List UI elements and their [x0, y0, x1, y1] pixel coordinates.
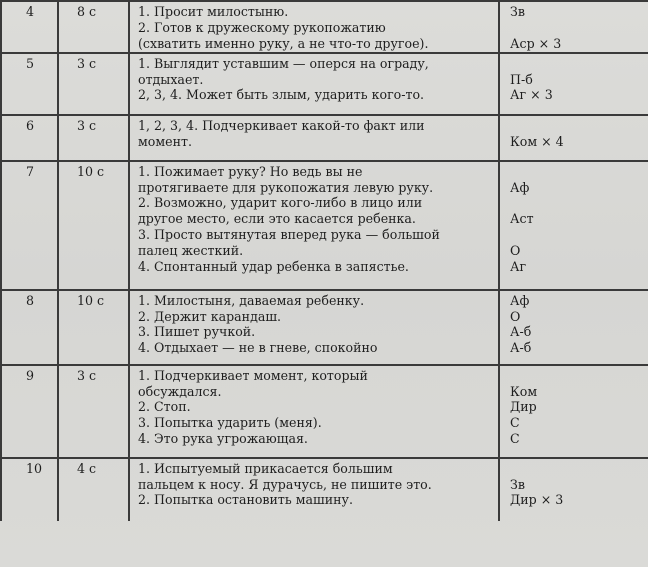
code-line: О	[510, 243, 521, 259]
code-line: Аг × 3	[510, 87, 553, 103]
row-description	[129, 53, 499, 115]
code-line: Зв	[510, 476, 525, 492]
row-description	[129, 290, 499, 365]
description-line: момент.	[138, 133, 192, 149]
description-line: 2. Держит карандаш.	[138, 308, 282, 324]
table-row	[1, 115, 648, 161]
code-line: С	[510, 415, 520, 431]
row-time: 4 с	[58, 458, 129, 521]
row-time: 10 с	[58, 290, 129, 365]
row-description	[129, 161, 499, 290]
code-line	[510, 195, 642, 211]
code-line	[510, 164, 642, 180]
description-line: 1. Милостыня, даваемая ребенку.	[138, 292, 365, 308]
code-line	[510, 20, 642, 36]
description-line: 1. Пожимает руку? Но ведь вы не	[138, 163, 363, 179]
row-description	[129, 115, 499, 161]
description-line: 1, 2, 3, 4. Подчеркивает какой-то факт или	[138, 117, 425, 133]
table-row	[1, 290, 648, 365]
description-line: 4. Это рука угрожающая.	[138, 431, 308, 447]
code-line: А-б	[510, 324, 532, 340]
row-number: 5	[1, 53, 58, 115]
table-row	[1, 458, 648, 521]
row-time: 3 с	[58, 115, 129, 161]
description-line: 1. Выглядит уставшим — оперся на ограду,	[138, 55, 429, 71]
code-line	[510, 118, 642, 134]
row-time: 3 с	[58, 365, 129, 458]
row-time: 8 с	[58, 1, 129, 53]
description-line: (схватить именно руку, а не что-то другое).	[138, 35, 429, 51]
description-line: 2. Возможно, ударит кого-либо в лицо или	[138, 195, 423, 211]
description-line: другое место, если это касается ребенка.	[138, 211, 416, 227]
code-line: С	[510, 431, 520, 447]
code-line: О	[510, 308, 521, 324]
table-row	[1, 1, 648, 53]
row-number: 9	[1, 365, 58, 458]
code-line	[510, 461, 642, 477]
code-line: Дир	[510, 399, 537, 415]
code-line: Ком	[510, 383, 538, 399]
row-codes	[499, 365, 648, 458]
row-number: 10	[1, 458, 58, 521]
row-number: 8	[1, 290, 58, 365]
description-line: 2. Готов к дружескому рукопожатию	[138, 19, 386, 35]
code-line: Аст	[510, 211, 534, 227]
description-line: 3. Попытка ударить (меня).	[138, 415, 322, 431]
code-line: Зв	[510, 4, 525, 19]
code-line: Аф	[510, 292, 530, 308]
code-line: А-б	[510, 340, 532, 356]
row-description	[129, 365, 499, 458]
code-line: Аср × 3	[510, 35, 562, 51]
description-line: пальцем к носу. Я дурачусь, не пишите это.	[138, 476, 432, 492]
code-line: П-б	[510, 71, 533, 87]
row-codes	[499, 1, 648, 53]
row-codes	[499, 53, 648, 115]
row-time: 10 с	[58, 161, 129, 290]
description-line: 4. Спонтанный удар ребенка в запястье.	[138, 259, 409, 275]
row-time: 3 с	[58, 53, 129, 115]
table-row	[1, 53, 648, 115]
row-number: 6	[1, 115, 58, 161]
description-line: 1. Просит милостыню.	[138, 4, 289, 19]
row-codes	[499, 115, 648, 161]
code-line: Ком × 4	[510, 133, 564, 149]
row-codes	[499, 458, 648, 521]
description-line: отдыхает.	[138, 71, 204, 87]
table-row	[1, 365, 648, 458]
row-codes	[499, 290, 648, 365]
description-line: 2. Попытка остановить машину.	[138, 492, 353, 508]
code-line	[510, 227, 642, 243]
description-line: 1. Подчеркивает момент, который	[138, 367, 368, 383]
code-line: Аг	[510, 259, 527, 275]
row-codes	[499, 161, 648, 290]
row-description	[129, 1, 499, 53]
description-line: 1. Испытуемый прикасается большим	[138, 460, 393, 476]
table-row	[1, 161, 648, 290]
description-line: 2, 3, 4. Может быть злым, ударить кого-то.	[138, 87, 425, 103]
code-line: Дир × 3	[510, 492, 564, 508]
code-line	[510, 56, 642, 72]
description-line: 4. Отдыхает — не в гневе, спокойно	[138, 340, 378, 356]
code-line: Аф	[510, 179, 530, 195]
description-line: 3. Пишет ручкой.	[138, 324, 256, 340]
code-line	[510, 368, 642, 384]
row-number: 4	[1, 1, 58, 53]
description-line: 2. Стоп.	[138, 399, 191, 415]
description-line: палец жесткий.	[138, 243, 244, 259]
description-line: протягиваете для рукопожатия левую руку.	[138, 179, 434, 195]
row-number: 7	[1, 161, 58, 290]
description-line: 3. Просто вытянутая вперед рука — большой	[138, 227, 440, 243]
description-line: обсуждался.	[138, 383, 222, 399]
row-description	[129, 458, 499, 521]
